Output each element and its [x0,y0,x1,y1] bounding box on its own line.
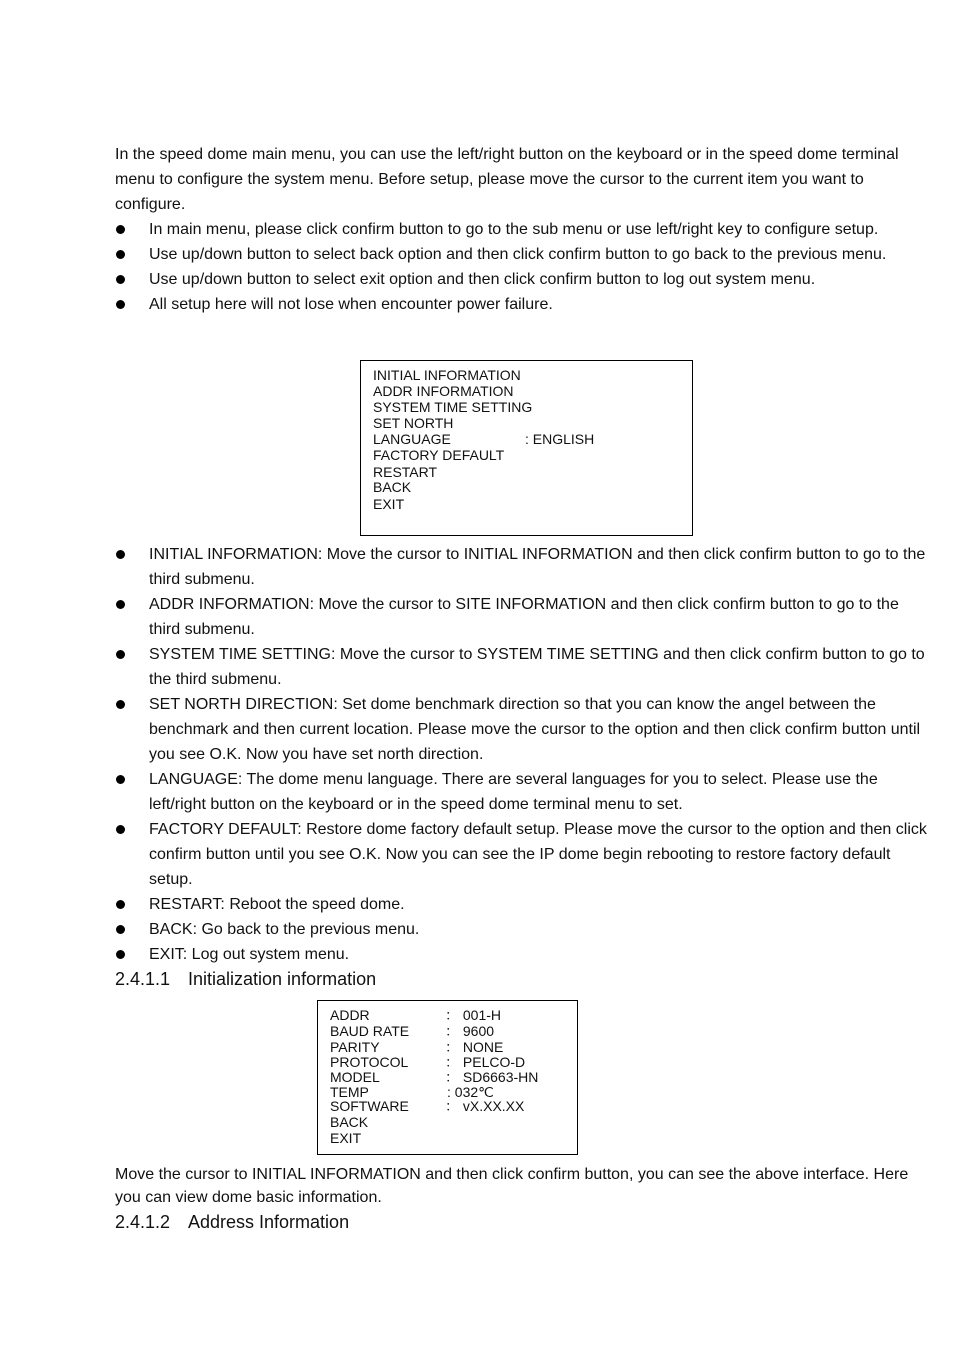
info-label: MODEL [330,1069,380,1085]
list-item: BACK: Go back to the previous menu. [115,917,930,942]
description-bullet-list [115,542,930,967]
section-heading-initialization [115,968,376,990]
section-number: 2.4.1.1 [115,969,171,989]
info-value: ： vX.XX.XX [445,1098,525,1114]
menu-item: SET NORTH [373,415,454,431]
menu-item: FACTORY DEFAULT [373,447,505,463]
section-title: Initialization information [188,969,377,989]
list-item: EXIT: Log out system menu. [115,942,930,967]
list-item: INITIAL INFORMATION: Move the cursor to INITIAL INFORMATION and then click confirm button to go to the third submenu. [115,542,930,592]
info-label: EXIT [330,1130,362,1146]
info-value: : 032℃ [447,1084,494,1100]
section-heading-address [115,1211,349,1233]
bullet-icon [116,600,125,609]
info-label: BACK [330,1114,369,1130]
bullet-icon [116,225,125,234]
list-item: Use up/down button to select back option and then click confirm button to go back to the previous menu. [115,242,930,267]
info-label: SOFTWARE [330,1098,409,1114]
info-value: ： PELCO-D [445,1054,526,1070]
language-value: : ENGLISH [525,431,595,447]
bullet-icon [116,825,125,834]
bullet-icon [116,550,125,559]
section-title: Address Information [188,1212,350,1232]
bullet-icon [116,275,125,284]
system-menu-box [360,360,693,536]
menu-item: SYSTEM TIME SETTING [373,399,533,415]
menu-item: BACK [373,479,412,495]
list-item: RESTART: Reboot the speed dome. [115,892,930,917]
list-item: ADDR INFORMATION: Move the cursor to SITE INFORMATION and then click confirm button to go to the third submenu. [115,592,930,642]
info-value: ： NONE [445,1039,504,1055]
info-value: ： 9600 [445,1023,495,1039]
info-value: ： 001-H [445,1007,502,1023]
top-bullet-list [115,217,930,317]
list-item: Use up/down button to select exit option and then click confirm button to log out system menu. [115,267,930,292]
bullet-icon [116,925,125,934]
menu-item: EXIT [373,496,405,512]
intro-paragraph: In the speed dome main menu, you can use the left/right button on the keyboard or in the speed dome terminal menu to configure the system menu. Before setup, please move the cursor to the current item you want to configure. [115,146,899,213]
bullet-icon [116,250,125,259]
bullet-icon [116,900,125,909]
info-menu-box [317,1000,578,1155]
info-label: ADDR [330,1007,370,1023]
section-number: 2.4.1.2 [115,1212,171,1232]
bullet-icon [116,650,125,659]
bullet-icon [116,300,125,309]
menu-item: LANGUAGE [373,431,451,447]
list-item: SET NORTH DIRECTION: Set dome benchmark direction so that you can know the angel between the benchmark and then current location. Please move the cursor to the option and then click confirm button until you see O.K. Now you have set north direction. [115,692,930,767]
bullet-icon [116,775,125,784]
menu-item: INITIAL INFORMATION [373,367,521,383]
info-label: TEMP [330,1084,369,1100]
list-item: FACTORY DEFAULT: Restore dome factory default setup. Please move the cursor to the option and then click confirm button until you see O.K. Now you can see the IP dome begin rebooting to restore factory default setup. [115,817,930,892]
menu-item: ADDR INFORMATION [373,383,514,399]
bullet-icon [116,950,125,959]
info-value: ： SD6663-HN [445,1069,539,1085]
list-item: SYSTEM TIME SETTING: Move the cursor to SYSTEM TIME SETTING and then click confirm button to go to the third submenu. [115,642,930,692]
info-description: Move the cursor to INITIAL INFORMATION and then click confirm button, you can see the above interface. Here you can view dome basic information. [115,1166,909,1206]
list-item: In main menu, please click confirm button to go to the sub menu or use left/right key to configure setup. [115,217,930,242]
info-label: BAUD RATE [330,1023,410,1039]
info-label: PROTOCOL [330,1054,409,1070]
list-item: All setup here will not lose when encounter power failure. [115,292,930,317]
list-item: LANGUAGE: The dome menu language. There are several languages for you to select. Please use the left/right button on the keyboard or in the speed dome terminal menu to set. [115,767,930,817]
menu-item: RESTART [373,464,438,480]
bullet-icon [116,700,125,709]
info-label: PARITY [330,1039,380,1055]
